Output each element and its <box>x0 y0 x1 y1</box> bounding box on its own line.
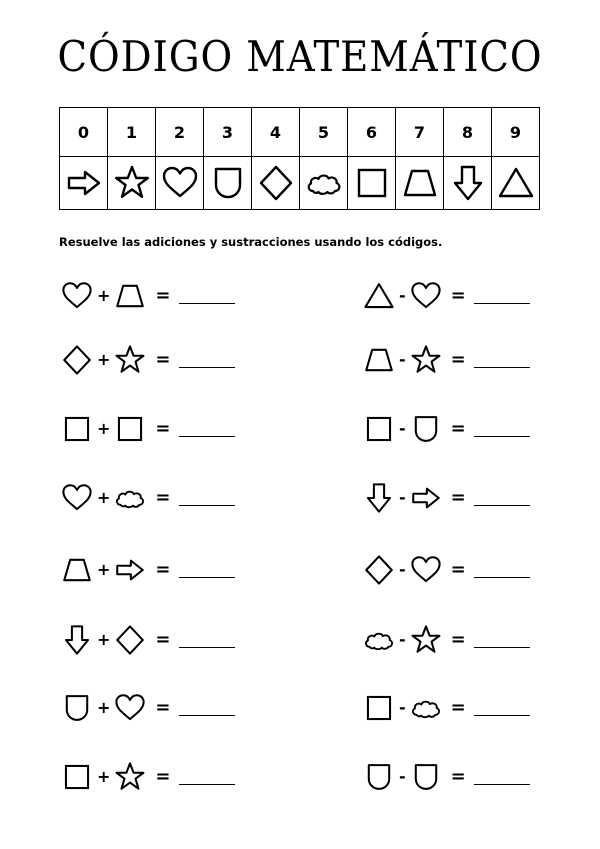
equals-sign: = <box>155 418 171 439</box>
square-icon <box>60 412 94 446</box>
arrow-right-icon <box>409 481 443 515</box>
exercise-row <box>362 620 530 660</box>
equals-sign: = <box>450 629 466 650</box>
answer-blank[interactable] <box>474 422 530 437</box>
answer-blank[interactable] <box>179 289 235 304</box>
star-icon <box>112 163 152 203</box>
square-icon <box>352 163 392 203</box>
code-digit: 7 <box>396 108 444 157</box>
exercise-row <box>362 550 530 590</box>
equals-sign: = <box>450 487 466 508</box>
shield-icon <box>208 163 248 203</box>
answer-blank[interactable] <box>474 289 530 304</box>
answer-blank[interactable] <box>179 491 235 506</box>
shield-icon <box>362 760 396 794</box>
code-digit: 2 <box>156 108 204 157</box>
triangle-icon <box>362 279 396 313</box>
heart-icon <box>409 553 443 587</box>
page-title: CÓDIGO MATEMÁTICO <box>57 32 543 81</box>
exercise-row <box>60 276 235 316</box>
cloud-icon <box>113 481 147 515</box>
operator: - <box>399 767 406 786</box>
answer-blank[interactable] <box>179 701 235 716</box>
equals-sign: = <box>155 766 171 787</box>
square-icon <box>60 760 94 794</box>
triangle-icon <box>496 163 536 203</box>
star-icon <box>409 343 443 377</box>
digits-row <box>60 108 540 157</box>
answer-blank[interactable] <box>474 491 530 506</box>
cloud-icon <box>304 163 344 203</box>
shapes-row <box>60 157 540 210</box>
arrow-down-icon <box>362 481 396 515</box>
heart-icon <box>160 163 200 203</box>
trapezoid-icon <box>400 163 440 203</box>
exercise-row <box>60 340 235 380</box>
code-table <box>59 107 540 210</box>
operator: + <box>97 630 111 649</box>
operator: + <box>97 698 111 717</box>
code-digit: 9 <box>492 108 540 157</box>
answer-blank[interactable] <box>179 633 235 648</box>
cloud-icon <box>409 691 443 725</box>
equals-sign: = <box>450 418 466 439</box>
operator: + <box>97 286 111 305</box>
exercise-row <box>60 550 235 590</box>
exercise-row <box>60 409 235 449</box>
answer-blank[interactable] <box>474 770 530 785</box>
equals-sign: = <box>450 766 466 787</box>
square-icon <box>362 412 396 446</box>
equals-sign: = <box>155 349 171 370</box>
operator: + <box>97 350 111 369</box>
code-digit: 4 <box>252 108 300 157</box>
exercise-row <box>60 478 235 518</box>
operator: + <box>97 767 111 786</box>
operator: + <box>97 488 111 507</box>
heart-icon <box>113 691 147 725</box>
exercise-row <box>60 688 235 728</box>
diamond-icon <box>362 553 396 587</box>
shield-icon <box>409 412 443 446</box>
exercise-row <box>362 478 530 518</box>
code-digit: 8 <box>444 108 492 157</box>
trapezoid-icon <box>113 279 147 313</box>
equals-sign: = <box>155 697 171 718</box>
arrow-down-icon <box>60 623 94 657</box>
equals-sign: = <box>155 487 171 508</box>
arrow-right-icon <box>64 163 104 203</box>
arrow-right-icon <box>113 553 147 587</box>
equals-sign: = <box>155 559 171 580</box>
answer-blank[interactable] <box>474 563 530 578</box>
star-icon <box>409 623 443 657</box>
trapezoid-icon <box>60 553 94 587</box>
operator: - <box>399 488 406 507</box>
shield-icon <box>409 760 443 794</box>
operator: - <box>399 698 406 717</box>
answer-blank[interactable] <box>474 633 530 648</box>
operator: - <box>399 630 406 649</box>
arrow-down-icon <box>448 163 488 203</box>
operator: + <box>97 560 111 579</box>
heart-icon <box>60 481 94 515</box>
operator: - <box>399 560 406 579</box>
square-icon <box>113 412 147 446</box>
answer-blank[interactable] <box>474 353 530 368</box>
shield-icon <box>60 691 94 725</box>
heart-icon <box>409 279 443 313</box>
code-digit: 5 <box>300 108 348 157</box>
answer-blank[interactable] <box>179 770 235 785</box>
operator: - <box>399 350 406 369</box>
code-digit: 3 <box>204 108 252 157</box>
exercise-row <box>362 276 530 316</box>
heart-icon <box>60 279 94 313</box>
equals-sign: = <box>155 285 171 306</box>
exercise-row <box>60 620 235 660</box>
equals-sign: = <box>450 697 466 718</box>
equals-sign: = <box>450 349 466 370</box>
star-icon <box>113 343 147 377</box>
operator: - <box>399 286 406 305</box>
exercise-row <box>60 757 235 797</box>
trapezoid-icon <box>362 343 396 377</box>
code-digit: 6 <box>348 108 396 157</box>
cloud-icon <box>362 623 396 657</box>
operator: - <box>399 419 406 438</box>
answer-blank[interactable] <box>179 353 235 368</box>
equals-sign: = <box>450 559 466 580</box>
instructions: Resuelve las adiciones y sustracciones usando los códigos. <box>59 235 443 249</box>
diamond-icon <box>256 163 296 203</box>
operator: + <box>97 419 111 438</box>
exercise-row <box>362 757 530 797</box>
equals-sign: = <box>155 629 171 650</box>
square-icon <box>362 691 396 725</box>
star-icon <box>113 760 147 794</box>
exercise-row <box>362 340 530 380</box>
exercise-row <box>362 409 530 449</box>
answer-blank[interactable] <box>179 422 235 437</box>
answer-blank[interactable] <box>474 701 530 716</box>
diamond-icon <box>113 623 147 657</box>
code-digit: 1 <box>108 108 156 157</box>
answer-blank[interactable] <box>179 563 235 578</box>
code-digit: 0 <box>60 108 108 157</box>
diamond-icon <box>60 343 94 377</box>
exercise-row <box>362 688 530 728</box>
equals-sign: = <box>450 285 466 306</box>
